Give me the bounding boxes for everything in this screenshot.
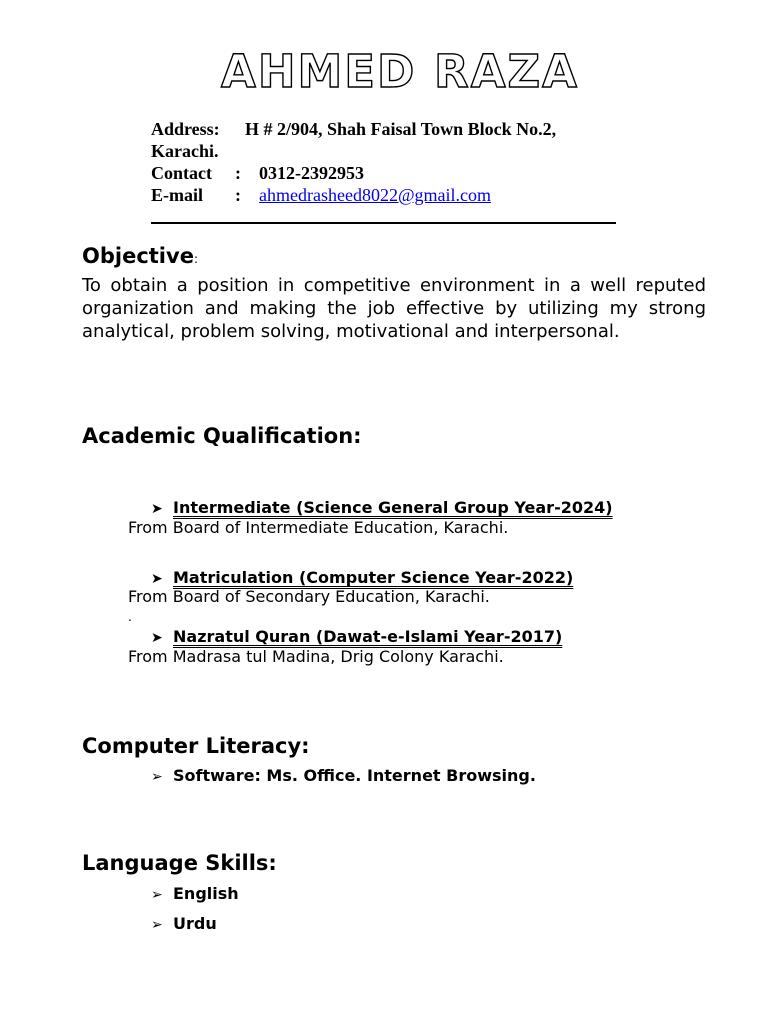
qualification-title: Matriculation (Computer Science Year-2022) xyxy=(173,568,574,587)
qualification-detail: From Madrasa tul Madina, Drig Colony Karachi. xyxy=(128,647,504,666)
address-line-2: Karachi. xyxy=(151,141,219,161)
language-heading: Language Skills: xyxy=(82,851,277,875)
qualification-title: Nazratul Quran (Dawat-e-Islami Year-2017) xyxy=(173,627,563,646)
computer-heading: Computer Literacy: xyxy=(82,734,310,758)
academic-heading: Academic Qualification: xyxy=(82,424,362,448)
email-label: E-mail xyxy=(151,185,203,205)
computer-item xyxy=(151,766,536,787)
arrowhead-right-icon: ➤ xyxy=(151,571,163,587)
qualification-title: Intermediate (Science General Group Year-2024) xyxy=(173,498,613,517)
email-row xyxy=(151,184,556,206)
email-colon: : xyxy=(235,185,241,205)
separator-dot: . xyxy=(128,610,132,624)
qualification-detail: From Board of Intermediate Education, Karachi. xyxy=(128,518,509,537)
language-item xyxy=(151,884,239,905)
email-link[interactable]: ahmedrasheed8022@gmail.com xyxy=(259,185,492,205)
language-item-text: Urdu xyxy=(173,914,217,933)
address-row xyxy=(151,118,556,140)
qualification-detail: From Board of Secondary Education, Karachi. xyxy=(128,587,490,606)
arrow-right-icon: ➢ xyxy=(151,917,163,933)
objective-text: To obtain a position in competitive environment in a well reputed organization and making the job effective by utilizing my strong analytical, problem solving, motivational and interpersonal. xyxy=(82,275,706,342)
contact-block xyxy=(151,118,556,206)
language-item xyxy=(151,914,217,935)
address-row-2 xyxy=(151,140,556,162)
address-line-1: H # 2/904, Shah Faisal Town Block No.2, xyxy=(245,119,557,139)
objective-heading-colon: : xyxy=(193,252,198,266)
phone-number: 0312-2392953 xyxy=(259,163,364,183)
header-divider xyxy=(151,222,616,224)
contact-label: Contact xyxy=(151,163,212,183)
computer-item-text: Software: Ms. Office. Internet Browsing. xyxy=(173,766,536,785)
qualification-item xyxy=(151,627,562,648)
qualification-item xyxy=(151,498,613,519)
resume-name: AHMED RAZA xyxy=(221,45,579,98)
contact-colon: : xyxy=(235,163,241,183)
contact-row xyxy=(151,162,556,184)
objective-heading xyxy=(82,244,198,268)
arrowhead-right-icon: ➤ xyxy=(151,501,163,517)
arrowhead-right-icon: ➤ xyxy=(151,630,163,646)
objective-heading-text: Objective xyxy=(82,244,194,268)
arrow-right-icon: ➢ xyxy=(151,769,163,785)
qualification-item xyxy=(151,568,573,589)
arrow-right-icon: ➢ xyxy=(151,887,163,903)
language-item-text: English xyxy=(173,884,239,903)
address-label: Address: xyxy=(151,119,220,139)
